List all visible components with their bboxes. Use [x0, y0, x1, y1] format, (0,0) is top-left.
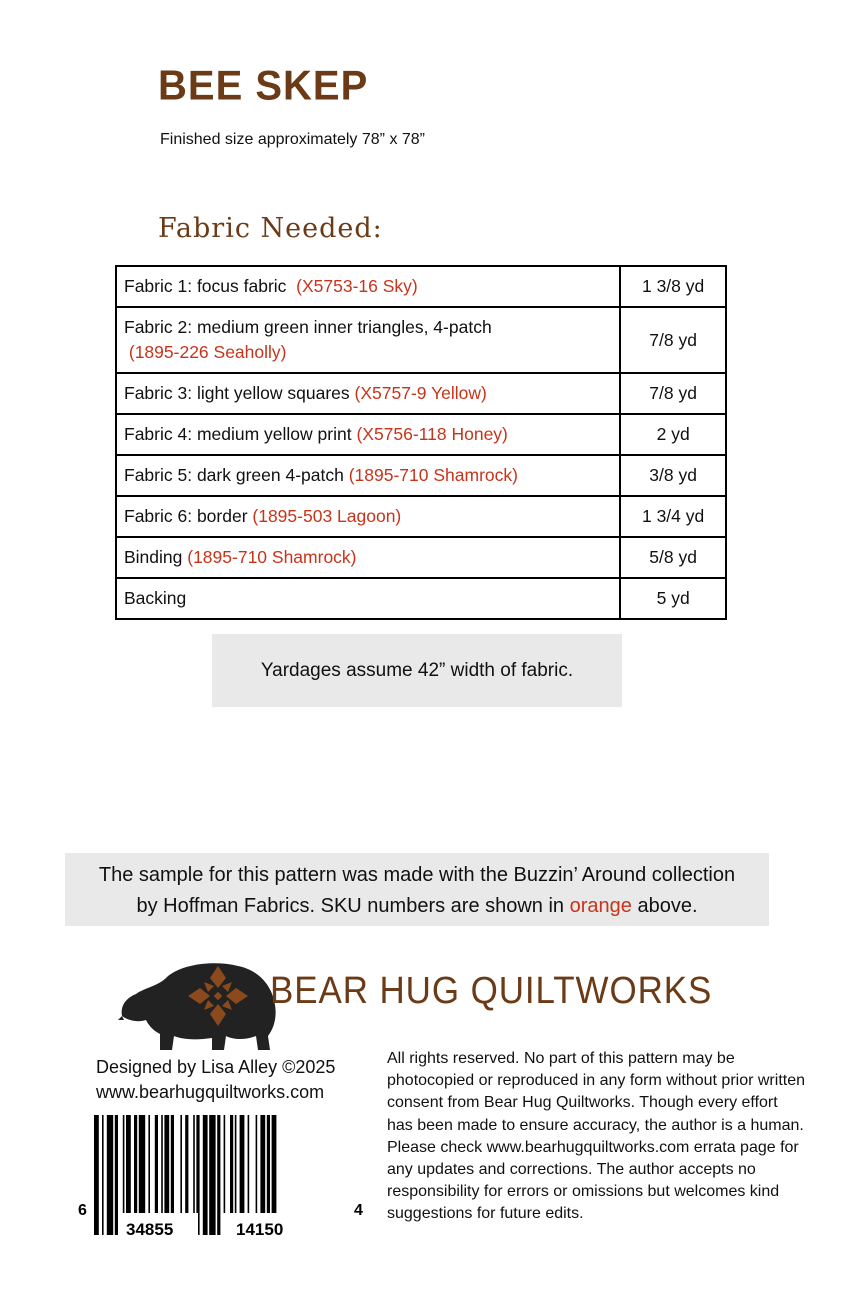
sample-note-line1: The sample for this pattern was made with the Buzzin’ Around collection [98, 864, 736, 886]
table-row [116, 373, 726, 414]
sku: (1895-226 Seaholly) [128, 342, 287, 362]
sku: (1895-710 Shamrock) [348, 465, 518, 485]
table-row [116, 307, 726, 373]
fabric-table [115, 265, 727, 620]
fabric-quantity: 3/8 yd [620, 455, 726, 496]
fabric-quantity: 5/8 yd [620, 537, 726, 578]
sku: (1895-503 Lagoon) [252, 506, 402, 526]
sku: (X5756-118 Honey) [356, 424, 508, 444]
sku: (1895-710 Shamrock) [187, 547, 357, 567]
table-row [116, 578, 726, 619]
barcode-icon [76, 1115, 371, 1245]
table-row [116, 455, 726, 496]
fabric-quantity: 1 3/8 yd [620, 266, 726, 307]
website[interactable]: www.bearhugquiltworks.com [96, 1082, 325, 1102]
designer-info [96, 1055, 335, 1105]
brand-name: BEAR HUG QUILTWORKS [270, 970, 713, 1012]
barcode-check-digit: 4 [354, 1202, 363, 1219]
fabric-quantity: 2 yd [620, 414, 726, 455]
fabric-description: Fabric 2: medium green inner triangles, 4-patch (1895-226 Seaholly) [116, 307, 620, 373]
yardage-note: Yardages assume 42” width of fabric. [212, 634, 622, 707]
fabric-description: Binding (1895-710 Shamrock) [116, 537, 620, 578]
fabric-quantity: 1 3/4 yd [620, 496, 726, 537]
fabric-quantity: 7/8 yd [620, 307, 726, 373]
fabric-description: Backing [116, 578, 620, 619]
sku: (X5757-9 Yellow) [354, 383, 487, 403]
fabric-quantity: 7/8 yd [620, 373, 726, 414]
fabric-description: Fabric 1: focus fabric (X5753-16 Sky) [116, 266, 620, 307]
fabric-quantity: 5 yd [620, 578, 726, 619]
barcode-left-group: 34855 [126, 1220, 174, 1239]
table-row [116, 496, 726, 537]
finished-size: Finished size approximately 78” x 78” [160, 131, 426, 148]
fabric-description: Fabric 6: border (1895-503 Lagoon) [116, 496, 620, 537]
fabric-description: Fabric 5: dark green 4-patch (1895-710 Shamrock) [116, 455, 620, 496]
page-title: BEE SKEP [158, 62, 369, 110]
barcode-lead-digit: 6 [78, 1202, 87, 1219]
sample-note-line2: by Hoffman Fabrics. SKU numbers are shown in orange above. [136, 895, 698, 917]
designer-credit: Designed by Lisa Alley ©2025 [96, 1057, 336, 1077]
orange-word: orange [569, 895, 632, 917]
barcode-right-group: 14150 [236, 1220, 284, 1239]
table-row [116, 537, 726, 578]
sku: (X5753-16 Sky) [296, 276, 418, 296]
fabric-heading: Fabric Needed: [158, 213, 383, 244]
table-row [116, 266, 726, 307]
sample-note [65, 853, 769, 926]
fabric-description: Fabric 4: medium yellow print (X5756-118 Honey) [116, 414, 620, 455]
rights-notice: All rights reserved. No part of this pattern may be photocopied or reproduced in any form without prior written consent from Bear Hug Quiltworks. Though every effort has been made to ensure accuracy, the author is a human. Please check www.bearhugquiltworks.com errata page for any updates and corrections. The author accepts no responsibility for errors or omissions but welcomes kind suggestions for future edits. [387, 1050, 805, 1223]
fabric-description: Fabric 3: light yellow squares (X5757-9 Yellow) [116, 373, 620, 414]
table-row [116, 414, 726, 455]
